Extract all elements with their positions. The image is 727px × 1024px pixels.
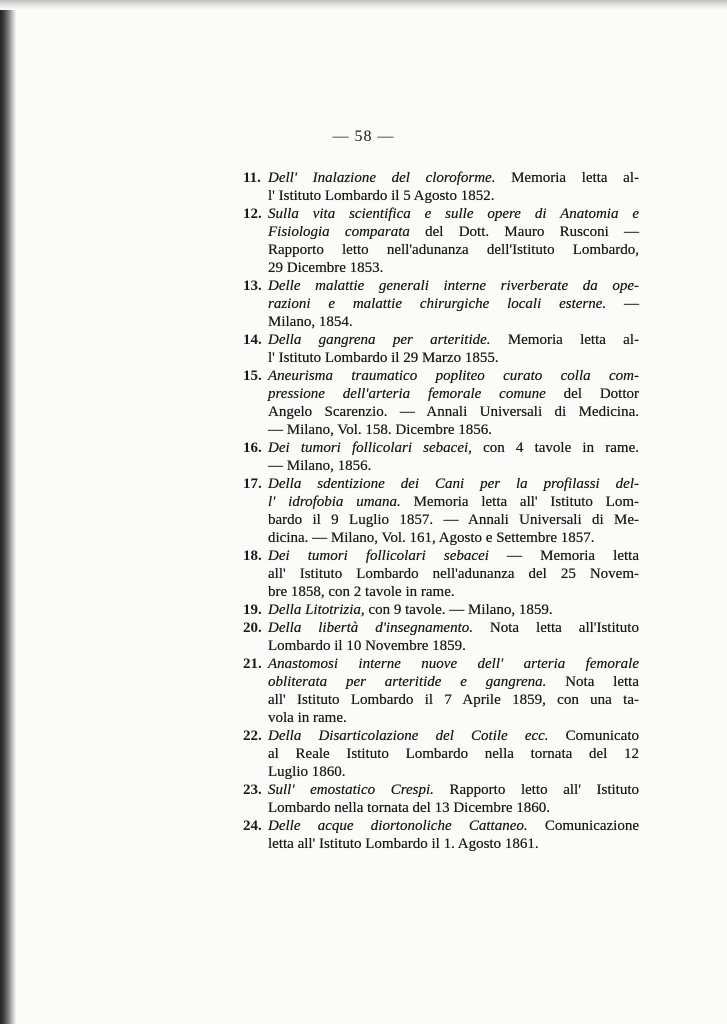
entry-line [268,205,639,223]
entry-text: Lombardo il 10 Novembre 1859. [268,638,466,654]
entry-text: con 4 tavole in rame. [471,440,639,456]
entry-line [268,349,639,367]
entry-number: 22. [243,728,262,744]
entry-line [268,511,639,529]
entry-number: 19. [243,602,262,618]
entry-number: 20. [243,620,262,636]
entry-text: — Milano, 1856. [268,458,372,474]
entry-title-text: Anastomosi interne nuove dell' arteria femorale [268,656,639,672]
entry-text: l' Istituto Lombardo il 5 Agosto 1852. [268,188,495,204]
entry-line [268,745,639,763]
entry-line [268,547,639,565]
bibliography-entry [243,727,639,781]
entry-number: 18. [243,548,262,564]
entry-text: del Dottor [545,386,639,402]
entry-line [268,403,639,421]
bibliography-entry [243,367,639,439]
entry-text: Luglio 1860. [268,764,346,780]
scan-binding-edge [0,0,16,1024]
entry-title-text: Fisiologia comparata [268,224,410,240]
entry-line [268,673,639,691]
bibliography-entry [243,817,639,853]
entry-line [268,637,639,655]
entry-text: Milano, 1854. [268,314,353,330]
entry-title-text: Della Litotrizia, [268,602,365,618]
entry-line [268,601,639,619]
entry-line [268,457,639,475]
entry-text: Comunicato [548,728,639,744]
entry-line [268,295,639,313]
entry-line [268,475,639,493]
entry-text: dicina. — Milano, Vol. 161, Agosto e Settembre 1857. [268,530,595,546]
bibliography-entry [243,205,639,277]
entry-text: — [606,296,640,312]
entry-line [268,277,639,295]
entry-title-text: l' idrofobia umana. [268,494,401,510]
entry-line [268,619,639,637]
entry-number: 11. [243,170,261,186]
entry-text: — Milano, Vol. 158. Dicembre 1856. [268,422,493,438]
entry-title-text: Della gangrena per arteritide. [268,332,491,348]
entry-text: del Dott. Mauro Rusconi — [409,224,639,240]
entry-line [268,259,639,277]
entry-line [268,565,639,583]
entry-line [268,493,639,511]
entry-number: 16. [243,440,262,456]
bibliography-list [243,169,639,853]
bibliography-entry [243,277,639,331]
entry-text: Angelo Scarenzio. — Annali Universali di Medicina. [268,404,639,420]
entry-number: 15. [243,368,262,384]
entry-text: Lombardo nella tornata del 13 Dicembre 1860. [268,800,550,816]
entry-text: bardo il 9 Luglio 1857. — Annali Universali di Me- [268,512,639,528]
bibliography-entry [243,547,639,601]
entry-title-text: Dei tumori follicolari sebacei, [268,440,472,456]
entry-text: bre 1858, con 2 tavole in rame. [268,584,455,600]
entry-number: 13. [243,278,262,294]
entry-line [268,691,639,709]
entry-line [268,421,639,439]
entry-text: all' Istituto Lombardo nell'adunanza del 25 Novem- [268,566,639,582]
entry-text: con 9 tavole. — Milano, 1859. [364,602,553,618]
entry-text: all' Istituto Lombardo il 7 Aprile 1859, con una ta- [268,692,639,708]
entry-line [268,799,639,817]
entry-title-text: Della Disarticolazione del Cotile ecc. [268,728,549,744]
entry-text: letta all' Istituto Lombardo il 1. Agosto 1861. [268,836,539,852]
entry-line [268,763,639,781]
entry-line [268,817,639,835]
entry-text: Memoria letta al- [490,332,640,348]
entry-text: Rapporto letto all' Istituto [433,782,639,798]
entry-line [268,223,639,241]
bibliography-entry [243,169,639,205]
entry-number: 12. [243,206,262,222]
entry-line [268,655,639,673]
page-number: — 58 — [332,128,395,145]
bibliography-entry [243,439,639,475]
scan-top-edge [0,0,727,10]
entry-line [268,385,639,403]
entry-title-text: Delle malattie generali interne riverberate da ope- [268,278,639,294]
entry-title-text: Dei tumori follicolari sebacei [268,548,489,564]
entry-text: Comunicazione [527,818,639,834]
entry-title-text: Aneurisma traumatico popliteo curato colla com- [268,368,639,384]
entry-line [268,241,639,259]
bibliography-entry [243,655,639,727]
entry-line [268,727,639,745]
entry-title-text: obliterata per arteritide e gangrena. [268,674,547,690]
entry-line [268,835,639,853]
entry-line [268,367,639,385]
entry-number: 14. [243,332,262,348]
entry-title-text: Della libertà d'insegnamento. [268,620,473,636]
bibliography-entry [243,781,639,817]
entry-number: 21. [243,656,262,672]
entry-text: Rapporto letto nell'adunanza dell'Istituto Lombardo, [268,242,639,258]
entry-line [268,583,639,601]
entry-text: vola in rame. [268,710,347,726]
entry-text: Memoria letta all' Istituto Lom- [400,494,639,510]
entry-number: 23. [243,782,262,798]
bibliography-entry [243,331,639,367]
entry-text: — Memoria letta [488,548,639,564]
entry-text: 29 Dicembre 1853. [268,260,384,276]
entry-text: l' Istituto Lombardo il 29 Marzo 1855. [268,350,499,366]
entry-title-text: Delle acque diortonoliche Cattaneo. [268,818,528,834]
entry-line [268,781,639,799]
entry-text: al Reale Istituto Lombardo nella tornata del 12 [268,746,639,762]
entry-line [268,439,639,457]
entry-number: 24. [243,818,262,834]
entry-number: 17. [243,476,262,492]
entry-line [268,529,639,547]
entry-title-text: razioni e malattie chirurgiche locali esterne. [268,296,607,312]
entry-line [268,313,639,331]
entry-line [268,331,639,349]
entry-title-text: Sull' emostatico Crespi. [268,782,434,798]
entry-line [268,187,639,205]
entry-line [268,709,639,727]
entry-title-text: Della sdentizione dei Cani per la profilassi del- [268,476,639,492]
entry-title-text: Sulla vita scientifica e sulle opere di Anatomia e [268,206,639,222]
entry-text: Nota letta [546,674,639,690]
bibliography-entry [243,475,639,547]
entry-title-text: pressione dell'arteria femorale comune [268,386,546,402]
entry-text: Memoria letta al- [495,170,639,186]
entry-line [268,169,639,187]
bibliography-entry [243,619,639,655]
entry-title-text: Dell' Inalazione del cloroforme. [268,170,496,186]
entry-text: Nota letta all'Istituto [472,620,639,636]
bibliography-entry [243,601,639,619]
